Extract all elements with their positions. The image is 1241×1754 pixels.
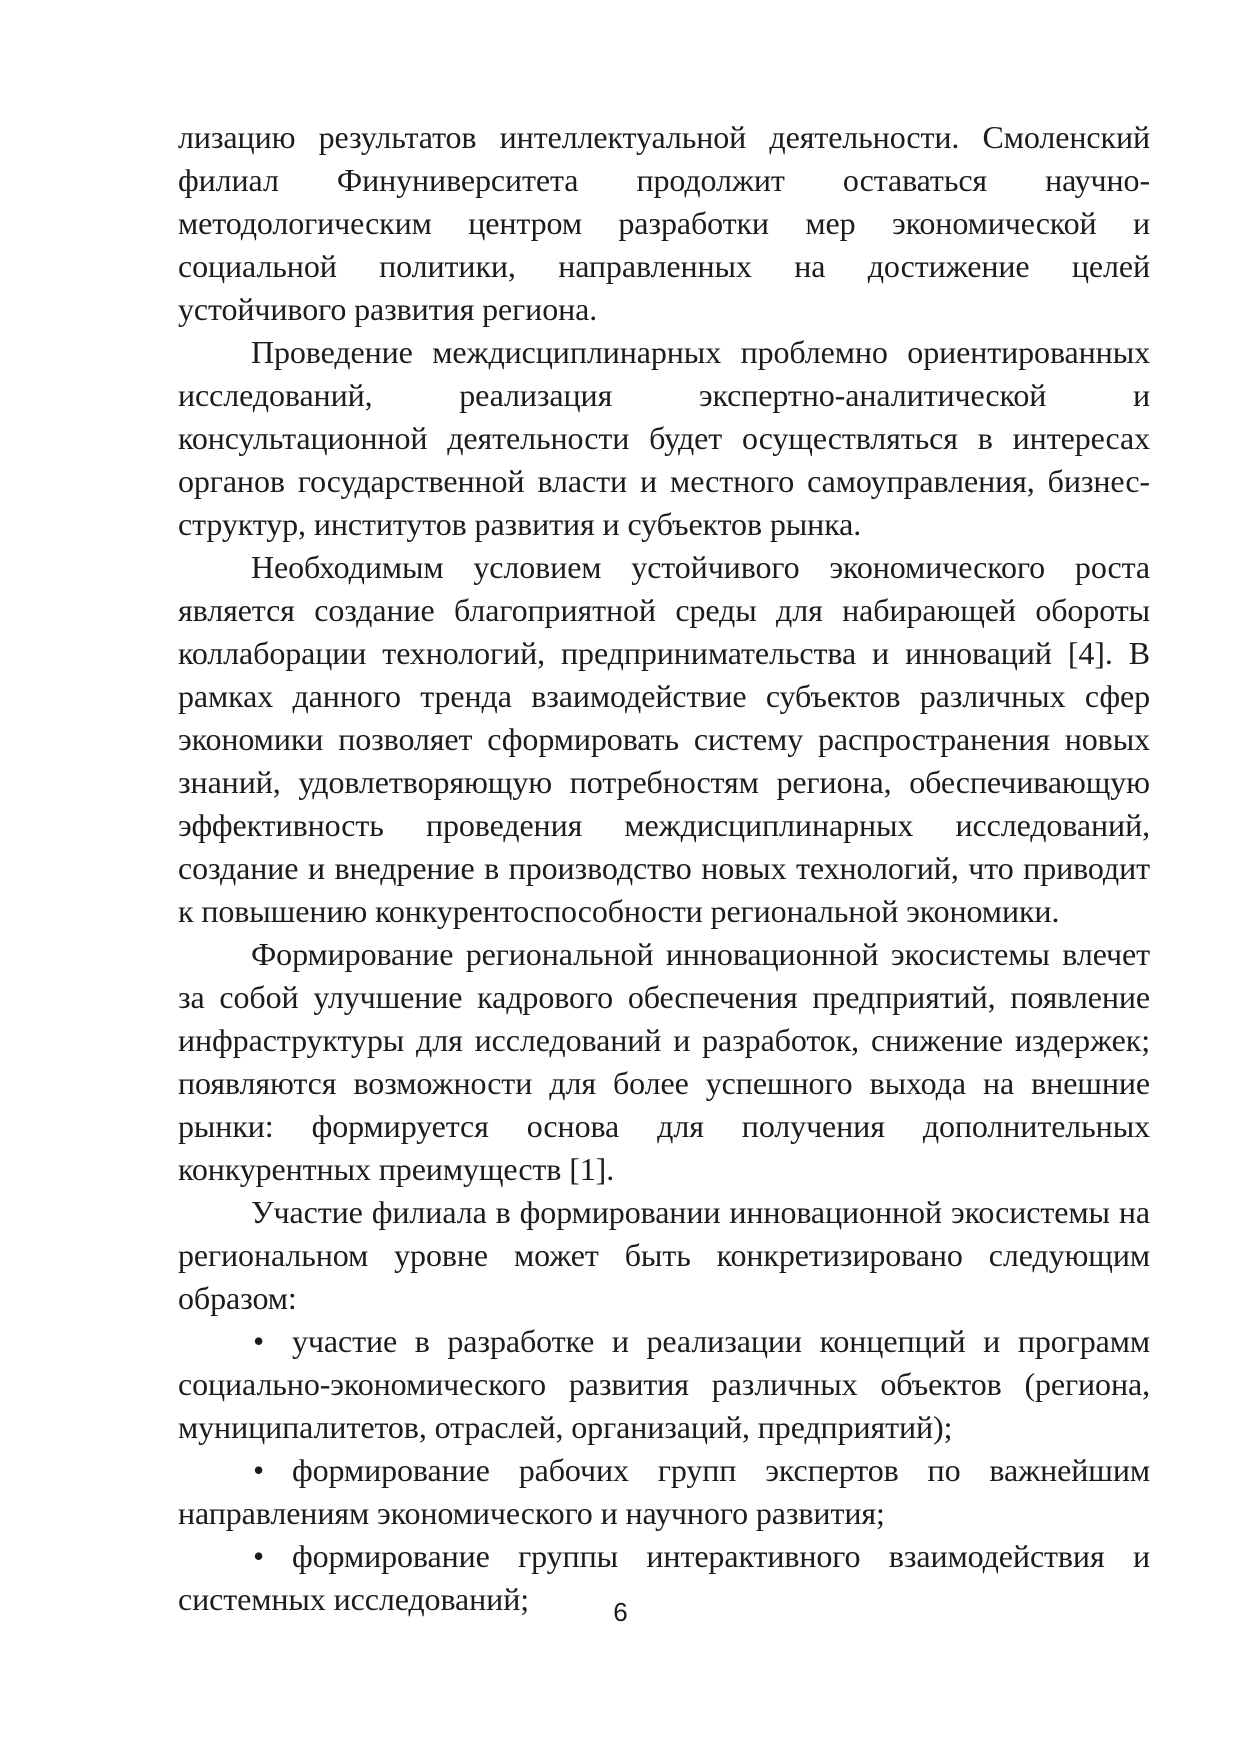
bullet-text: участие в разработке и реализации концепций и программ социально-экономического развития различных объектов (региона, муниципалитетов, отраслей, организаций, предприятий); [178, 1323, 1150, 1445]
paragraph: Участие филиала в формировании инновационной экосистемы на региональном уровне может быть конкретизировано следующим образом: [178, 1194, 1150, 1316]
paragraph: Необходимым условием устойчивого экономического роста является создание благоприятной среды для набирающей обороты коллаборации технологий, предпринимательства и инноваций [4]. В рамках данного тренда взаимодействие субъектов различных сфер экономики позволяет сформировать систему распространения новых знаний, удовлетворяющую потребностям региона, обеспечивающую эффективность проведения междисциплинарных исследований, создание и внедрение в производство новых технологий, что приводит к повышению конкурентоспособности региональной экономики. [178, 549, 1150, 929]
bullet-text: формирование группы интерактивного взаимодействия и системных исследований; [178, 1538, 1150, 1617]
paragraph-continuation: лизацию результатов интеллектуальной деятельности. Смоленский филиал Финуниверситета продолжит оставаться научно-методологическим центром разработки мер экономической и социальной политики, направленных на достижение целей устойчивого развития региона. [178, 119, 1150, 327]
bullet-marker: • [253, 1538, 265, 1574]
bullet-text: формирование рабочих групп экспертов по важнейшим направлениям экономического и научного развития; [178, 1452, 1150, 1531]
bullet-marker: • [253, 1323, 265, 1359]
paragraph: Формирование региональной инновационной экосистемы влечет за собой улучшение кадрового обеспечения предприятий, появление инфраструктуры для исследований и разработок, снижение издержек; появляются возможности для более успешного выхода на внешние рынки: формируется основа для получения дополнительных конкурентных преимуществ [1]. [178, 936, 1150, 1187]
bullet-list-item [178, 1449, 1150, 1535]
body-text [178, 116, 1150, 1621]
paragraph: Проведение междисциплинарных проблемно ориентированных исследований, реализация экспертно-аналитической и консультационной деятельности будет осуществляться в интересах органов государственной власти и местного самоуправления, бизнес-структур, институтов развития и субъектов рынка. [178, 334, 1150, 542]
bullet-list-item [178, 1320, 1150, 1449]
page-number: 6 [613, 1597, 628, 1627]
bullet-marker: • [253, 1452, 265, 1488]
